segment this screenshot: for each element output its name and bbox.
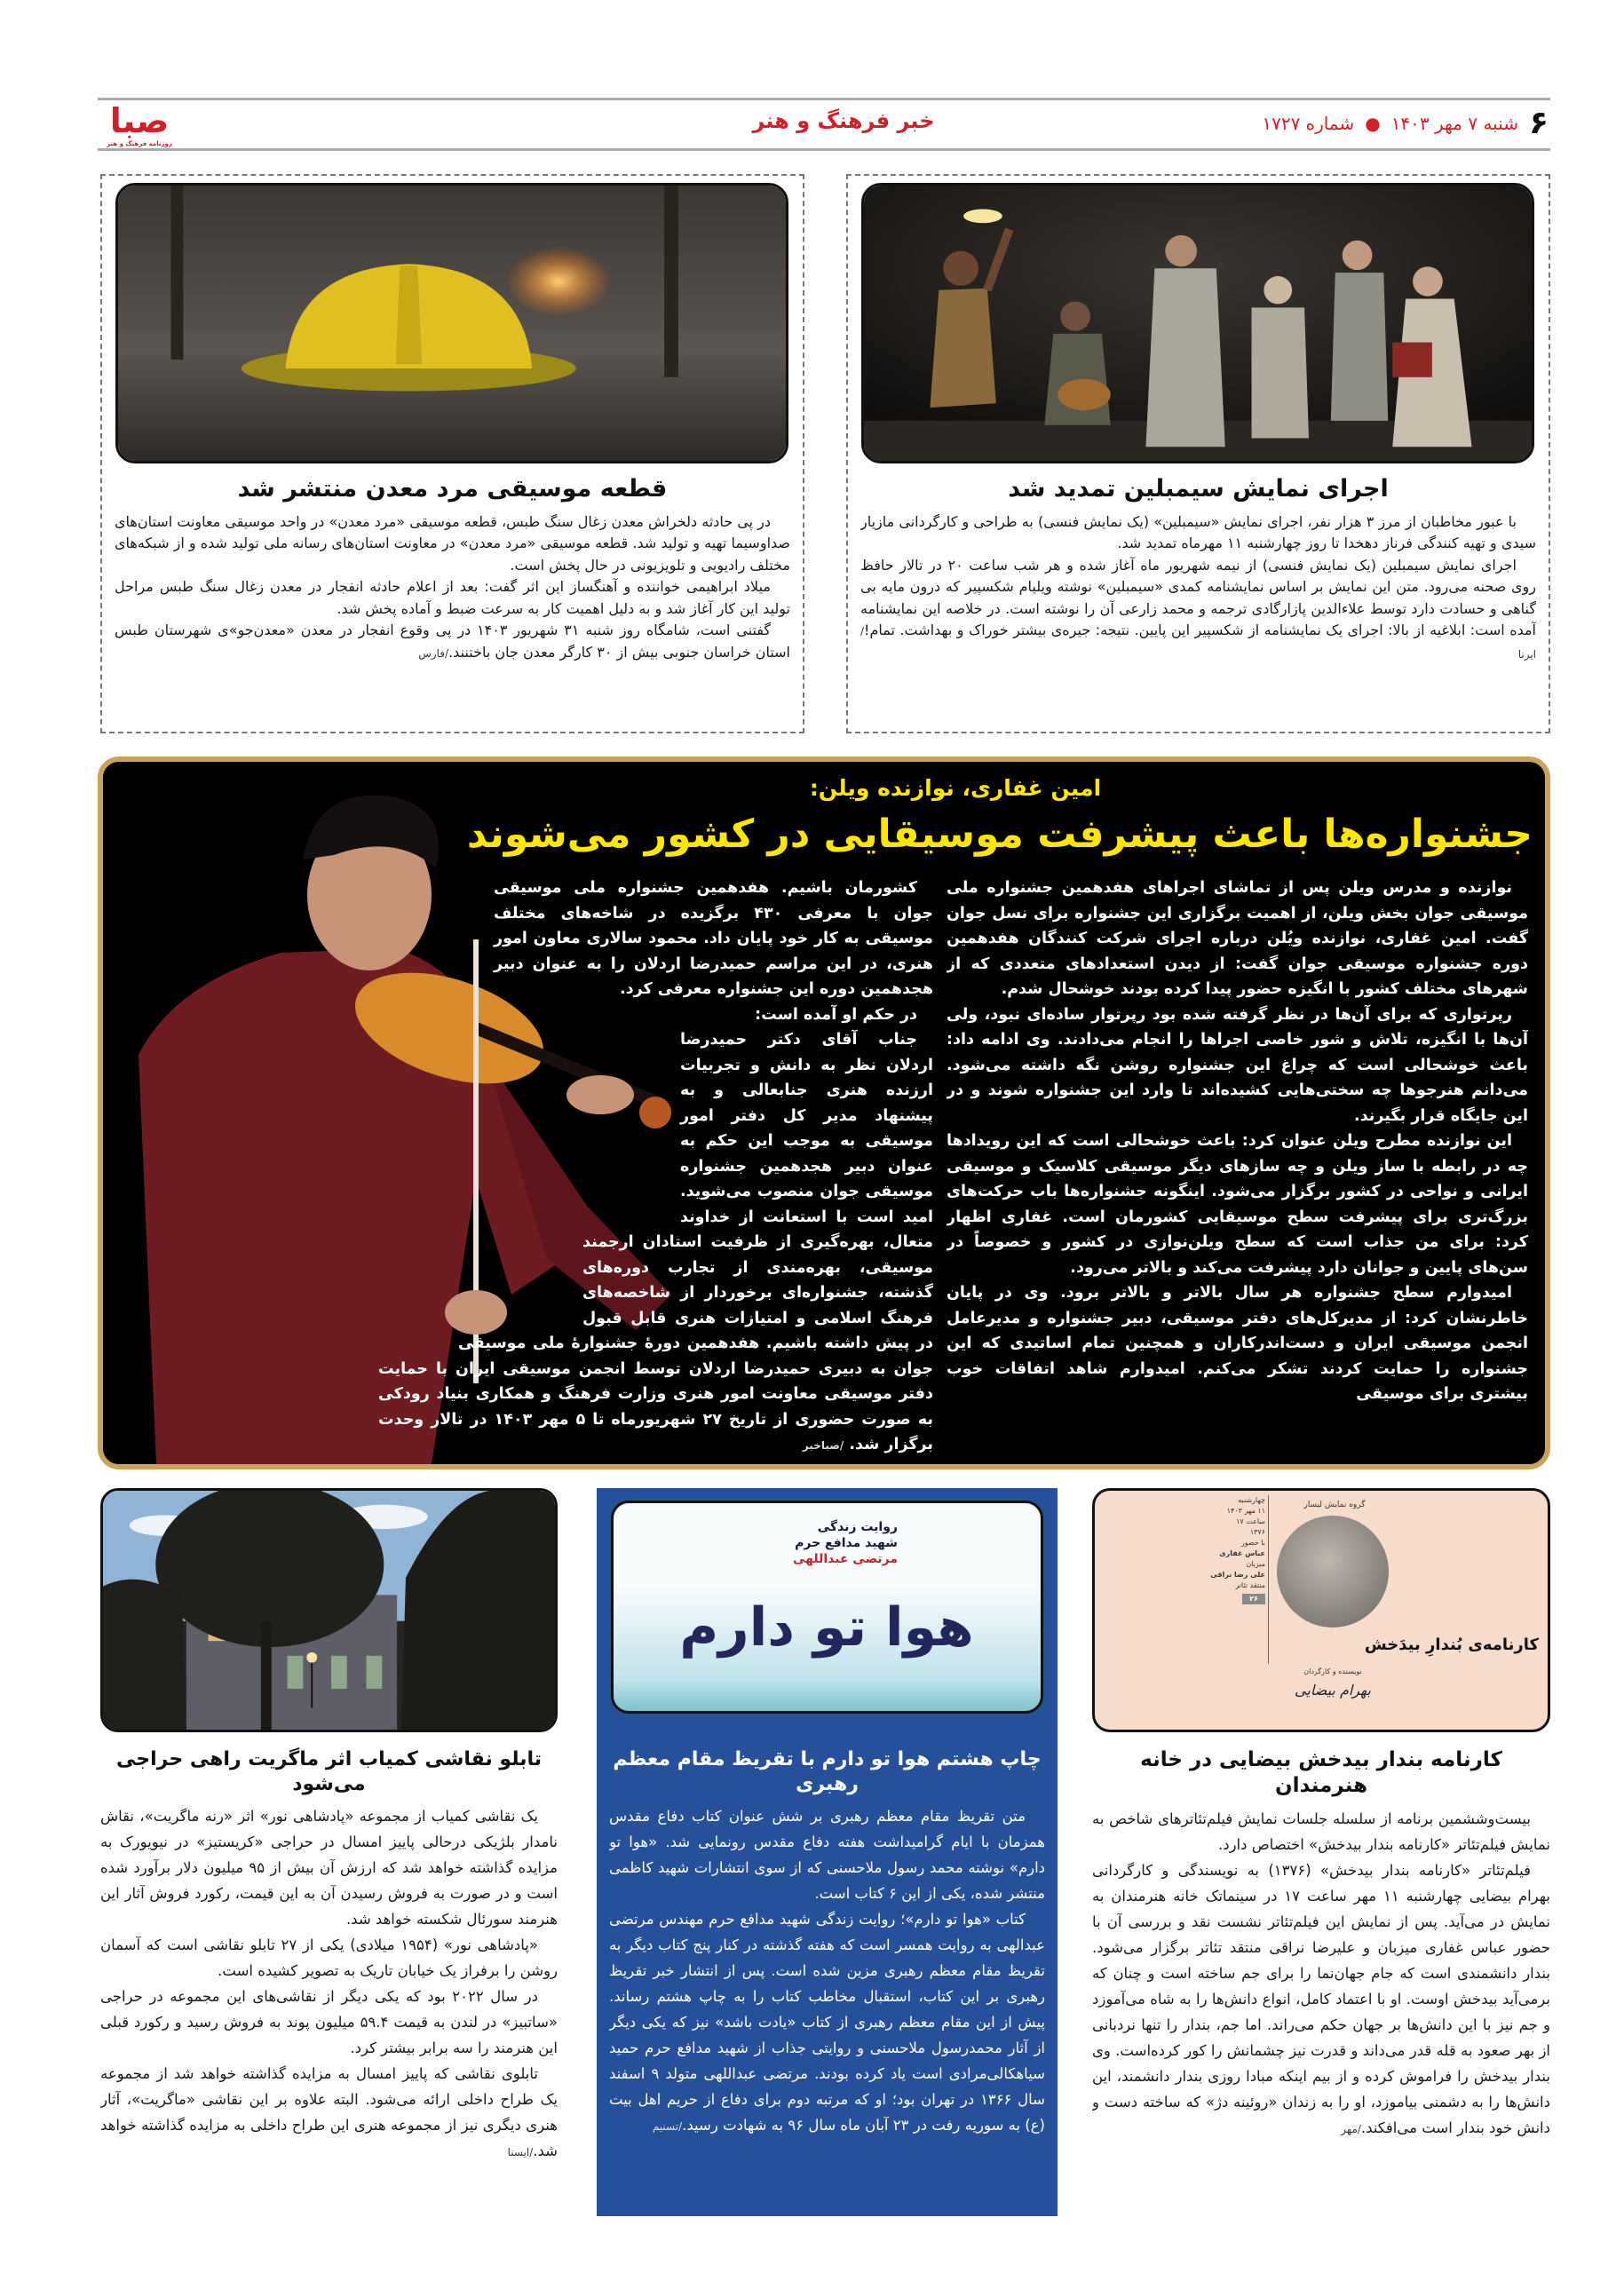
article-body	[100, 1803, 558, 2166]
poster-credit: نویسنده و کارگردان	[1303, 1667, 1362, 1675]
paragraph	[1092, 1857, 1550, 2142]
news-source: /تسنیم	[652, 2120, 683, 2133]
article-bidakhsh	[1092, 1488, 1550, 2216]
paragraph: در سال ۲۰۲۲ بود که یکی دیگر از نقاشی‌های این مجموعه در حراجی «ساتبیز» در لندن به قیمت ۵۹.۴ میلیون پوند به فروش رسید و رکورد قبلی این هنرمند را سه برابر بیشتر کرد.	[100, 1988, 558, 2056]
paragraph-text: کتاب «هوا تو دارم»؛ روایت زندگی شهید مدافع حرم مهندس مرتضی عبدالهی به روایت همسر است که هفته گذشته در کنار پنج کتاب دیگر به تقریظ مقام معظم رهبری مزین شده است. پس از انتشار خبر تقریظ رهبری بر این کتاب، استقبال مخاطب کتاب را به چاپ هشتم رساند. پیش از این مقام معظم رهبری از کتاب «یادت باشد» نیز که یکی دیگر از آثار محمدرسول ملاحسنی و روایتی جذاب از شهید مدافع حرم حمید سیاهکالی‌مرادی است یاد کرده بودند. مرتضی عبداللهی متولد ۹ اسفند سال ۱۳۶۶ در تهران بود؛ او که مرتبه دوم برای دفاع از حریم اهل بیت (ع) به سوریه رفت در ۲۳ آبان ماه سال ۹۶ به شهادت رسید.	[609, 1911, 1045, 2134]
paragraph: کشورمان باشیم. هفدهمین جشنواره ملی موسیقی جوان با معرفی ۴۳۰ برگزیده در شاخه‌های مختلف موسیقی به کار خود پایان داد. محمود سالاری معاون امور هنری، در این مراسم حمیدرضا اردلان را به عنوان دبیر هجدهمین دوره این جشنواره معرفی کرد.	[494, 879, 933, 998]
paragraph	[115, 620, 790, 664]
paragraph: «پادشاهی نور» (۱۹۵۴ میلادی) یکی از ۲۷ تابلو نقاشی است که آسمان روشن را برفراز یک خیابان تاریک به تصویر کشیده است.	[100, 1936, 558, 1979]
paragraph: میلاد ابراهیمی خواننده و آهنگساز این اثر گفت: بعد از اعلام حادثه انفجار در معدن زغال سنگ طبس مراحل تولید این کار آغاز شد و به دلیل اهمیت کار به سرعت ضبط و آماده پخش شد.	[115, 578, 790, 617]
poster-day: چهارشنبه	[1238, 1496, 1265, 1504]
headline: چاپ هشتم هوا تو دارم با تقریظ مقام معظم رهبری	[613, 1748, 1042, 1795]
text-wrap-spacer	[378, 1206, 582, 1312]
feature-headline: جشنواره‌ها باعث پیشرفت موسیقایی در کشور می‌شوند	[466, 812, 1533, 857]
paragraph: بیست‌وششمین برنامه از سلسله جلسات نمایش فیلم‌تئاترهای شاخص به نمایش فیلم‌تئاتر «کارنامه بندار بیدخش» اختصاص دارد.	[1092, 1810, 1550, 1853]
poster-year: ۱۳۷۶	[1249, 1528, 1265, 1536]
paragraph-text: گفتنی است، شامگاه روز شنبه ۳۱ شهریور ۱۴۰۳ در پی وقوع انفجار در معدن «معدن‌جو»ی شهرستان طبس استان خراسان جنوبی بیش از ۳۰ کارگر معدن جان باختنند.	[115, 622, 790, 661]
play-poster	[1092, 1488, 1550, 1732]
paragraph: رپرتواری که برای آن‌ها در نظر گرفته شده بود رپرتوار ساده‌ای نبود، ولی آن‌ها با انگیزه، تلاش و شور خاصی اجراها را انجام می‌دادند. وی ادامه داد: باعث خوشحالی است که چراغ این جشنواره روشن نگه داشته می‌شود. می‌دانم هنرجوها چه سختی‌هایی کشیده‌اند تا وارد این جشنواره شوند و در این جایگاه قرار بگیرند.	[947, 1005, 1528, 1125]
poster-time: ساعت ۱۷	[1236, 1517, 1265, 1525]
article-body	[609, 1803, 1045, 2140]
feature-kicker: امین غفاری، نوازنده ویلن:	[809, 775, 1102, 801]
feature-violinist-interview	[98, 756, 1550, 1469]
page-number: ۶	[1529, 105, 1549, 141]
director-signature: بهرام بیضایی	[1295, 1682, 1371, 1699]
issue-number: شماره ۱۷۲۷	[1262, 112, 1355, 134]
article-magritte	[100, 1488, 558, 2216]
text-wrap-spacer	[378, 1312, 458, 1339]
theatre-photo	[861, 183, 1534, 463]
cover-line: روایت زندگی	[817, 1520, 898, 1534]
headline: تابلو نقاشی کمیاب اثر ماگریت راهی حراجی می‌شود	[116, 1748, 542, 1795]
header-bottom-rule	[98, 148, 1550, 151]
issue-date: شنبه ۷ مهر ۱۴۰۳	[1390, 112, 1519, 134]
poster-number: ۲۶	[1242, 1594, 1265, 1604]
article-hava-to-daram	[597, 1488, 1058, 2216]
newspaper-logo[interactable]	[99, 101, 179, 147]
paragraph: با عبور مخاطبان از مرز ۳ هزار نفر، اجرای نمایش «سیمبلین» (یک نمایش فنسی) به طراحی و کارگردانی مازیار سیدی و تهیه کنندگی فرناز دهخدا تا روز چهارشنبه ۱۱ مهرماه تمدید شد.	[860, 512, 1536, 552]
paragraph: امیدوارم سطح جشنواره هر سال بالاتر و بالاتر برود. وی در پایان خاطرنشان کرد: از مدیرکل‌های دفتر موسیقی، دبیر جشنواره و مدیرعامل انجمن موسیقی ایران و دست‌اندرکاران و همچنین تمام اساتیدی که این جشنواره را حمایت کردند تشکر می‌کنم. امیدوارم شاهد اتفاقات خوب بیشتری برای موسیقی	[947, 1284, 1528, 1403]
article-flow	[609, 1747, 1045, 2209]
text-wrap-spacer	[378, 875, 494, 1028]
article-flow	[100, 1747, 558, 2211]
paragraph-text: فیلم‌تئاتر «کارنامه بندار بیدخش» (۱۳۷۶) به نویسندگی و کارگردانی بهرام بیضایی چهارشنبه ۱۱ مهر ساعت ۱۷ در سینماتک خانه هنرمندان به نمایش در می‌آید. پس از نمایش این فیلم‌تئاتر نشست نقد و بررسی آن با حضور عباس غفاری میزبان و علیرضا نراقی منتقد تئاتر برگزار می‌شود. بندار دانشمندی است که جام جهان‌نما را برای جم ساخته است و چنان که برمی‌آید بیدخش اوست. او با اعتماد کامل، انواع دانش‌ها را به شاه می‌آموزد و جم نیز با این دانش‌ها بر جهان حکم می‌راند. اما جم، بندار را تنها نردبانی از بهر صعود به قله قدر می‌داند و قدرت نیز چشمانش را کور کرده‌است. وی بندار بیدخش را فراموش کرده و از بیم اینکه مبادا روزی بندار دانشمند، این دانش‌ها را به دشمنی بیاموزد، او را به زندان «روئینه دژ» که ساخته دست و دانش خود بندار است می‌افکند.	[1092, 1861, 1550, 2136]
news-source: /ایرنا	[860, 625, 1536, 661]
logo-text: صبا	[109, 101, 170, 140]
poster-with: با حضور	[1240, 1539, 1265, 1547]
paragraph: متن تقریظ مقام معظم رهبری بر شش عنوان کتاب دفاع مقدس همزمان با ایام گرامیداشت هفته دفاع مقدس رونمایی شد. «هوا تو دارم» نوشته محمد رسول ملاحسنی که از سوی انتشارات شهید کاظمی منتشر شده، یکی از این ۶ کتاب است.	[609, 1808, 1045, 1902]
text-wrap-spacer	[378, 1028, 680, 1206]
article-body	[115, 511, 790, 665]
feature-left-column	[378, 875, 933, 1460]
article-cymbeline	[846, 174, 1550, 733]
paragraph-text: اجرای نمایش سیمبلین (یک نمایش فنسی) از نیمه شهریور ماه آغاز شده و هر شب ساعت ۲۰ در تالار حافظ روی صحنه می‌رود. متن این نمایش بر اساس نمایشنامه کمدی «سیمبلین» نوشته ویلیام شکسپیر که درون مایه بی گناهی و حسادت دارد توسط علاءالدین پازارگادی ترجمه و محمد زارعی آن را نوشته است. در خلاصه این نمایشنامه آمده است: ابلاغیه از بالا: اجرای یک نمایشنامه از شکسپیر این پایین. نتیجه: جیره‌ی بیشتر خوراک و بهداشت. تمام!	[860, 556, 1536, 639]
feature-right-column	[947, 875, 1528, 1460]
article-body	[1092, 1806, 1550, 2142]
paragraph: نوازنده و مدرس ویلن پس از تماشای اجراهای هفدهمین جشنواره ملی موسیقی جوان بخش ویلن، از اهمیت برگزاری این جشنواره برای نسل جوان گفت. امین غفاری، نوازنده ویُلن درباره اجرای شرکت کنندگان هفدهمین دوره جشنواره موسیقی جوان گفت: از دیدن استعدادهای متعددی که از شهرهای مختلف کشور با انگیزه حضور پیدا کرده بودند خوشحال شدم.	[947, 879, 1528, 998]
poster-critic: علی رضا نراقی	[1210, 1571, 1265, 1579]
bullet-icon: ●	[1365, 112, 1381, 134]
article-mine-music	[100, 174, 804, 733]
poster-group: گروه نمایش لیسار	[1303, 1501, 1366, 1509]
article-flow	[115, 474, 790, 726]
paragraph: این نوازنده مطرح ویلن عنوان کرد: باعث خوشحالی است که این رویدادها چه در رابطه با ساز ویلن و چه سازهای دیگر موسیقی کلاسیک و موسیقی ایرانی و نواحی در کشور برگزار می‌شود. اینگونه جشنواره‌ها باب حرکت‌های بزرگ‌تری برای پیشرفت سطح موسیقایی کشورمان است. غفاری اظهار کرد: برای من جذاب است که سطح ویلن‌نوازی در کشور و خصوصاً در سن‌های پایین و جوانان دارد پیشرفت می‌کند و بالاتر می‌رود.	[947, 1132, 1528, 1277]
headline: اجرای نمایش سیمبلین تمدید شد	[1008, 475, 1389, 503]
news-source: /ایسنا	[507, 2146, 534, 2158]
cover-subtitle	[747, 1519, 898, 1567]
article-flow	[860, 474, 1536, 726]
poster-host: عباس غفاری	[1219, 1549, 1265, 1557]
news-source: /فارس	[418, 646, 449, 660]
book-cover	[611, 1501, 1043, 1714]
paragraph: در حکم او آمده است:	[755, 1005, 917, 1024]
poster-title: کارنامه‌ی بُندارِ بیدَخش	[1364, 1635, 1539, 1654]
helmet-photo	[115, 183, 788, 463]
headline: قطعه موسیقی مرد معدن منتشر شد	[237, 475, 668, 503]
poster-date: ۱۱ مهر ۱۴۰۳	[1226, 1507, 1265, 1515]
paragraph	[100, 2061, 558, 2166]
logo-tagline: روزنامه فرهنگ و هنر	[107, 140, 172, 147]
coin-image	[1277, 1516, 1389, 1628]
headline: کارنامه بندار بیدخش بیضایی در خانه هنرمندان	[1140, 1748, 1502, 1797]
article-body	[860, 511, 1536, 666]
paragraph: یک نقاشی کمیاب از مجموعه «پادشاهی نور» اثر «رنه ماگریت»، نقاش نامدار بلژیکی درحالی پاییز امسال در حراجی «کریستیز» در نیویورک به مزایده گذاشته خواهد شد که ارزش آن بیش از ۹۵ میلیون دلار برآورد شده است و در صورت به فروش رسیدن آن به این قیمت، رکورد فروش آثار این هنرمند سورئال شکسته خواهد شد.	[100, 1808, 558, 1928]
paragraph	[609, 1906, 1045, 2140]
section-title: خبر فرهنگ و هنر	[752, 108, 935, 133]
dateline	[1262, 105, 1549, 141]
poster-info-strip	[1201, 1495, 1269, 1664]
cover-title: هوا تو دارم	[679, 1596, 974, 1659]
poster-host-role: میزبان	[1246, 1560, 1265, 1568]
news-source: /صباخبر	[802, 1439, 844, 1452]
magritte-painting	[100, 1488, 558, 1732]
cover-line: شهید مدافع حرم	[795, 1536, 898, 1550]
header-top-rule	[98, 98, 1550, 100]
paragraph-text: جناب آقای دکتر حمیدرضا اردلان نظر به دانش و تجربیات ارزنده هنری جنابعالی و به پیشنهاد مدیر کل دفتر امور موسیقی به موجب این حکم به عنوان دبیر هجدهمین جشنواره موسیقی جوان منصوب می‌شوید. امید است با استعانت از خداوند متعال، بهره‌گیری از ظرفیت استادان ارجمند موسیقی، بهره‌مندی از تجارب دوره‌های گذشته، جشنواره‌ای برخوردار از شاخصه‌های فرهنگ اسلامی و امتیازات هنری قابل قبول در پیش داشته باشیم. هفدهمین دورهٔ جشنوارهٔ ملی موسیقی جوان به دبیری حمیدرضا اردلان توسط انجمن موسیقی ایران با حمایت دفتر موسیقی معاونت امور هنری وزارت فرهنگ و همکاری بنیاد رودکی به صورت حضوری از تاریخ ۲۷ شهریورماه تا ۵ مهر ۱۴۰۳ در تالار وحدت برگزار شد.	[378, 1031, 933, 1453]
paragraph: در پی حادثه دلخراش معدن زغال سنگ طبس، قطعه موسیقی «مرد معدن» در واحد موسیقی معاونت استان‌های صداوسیما تهیه و تولید شد. قطعه موسیقی «مرد معدن» در معاونت استان‌های رسانه ملی تولید شده و از شبکه‌های مختلف رادیویی و تلویزیونی در حال پخش است.	[115, 512, 790, 574]
poster-critic-role: منتقد تئاتر	[1235, 1581, 1265, 1589]
news-source: /مهر	[1341, 2122, 1361, 2135]
paragraph-text: تابلوی نقاشی که پاییز امسال به مزایده گذاشته خواهد شد از مجموعه یک طراح داخلی ارائه می‌شود. البته علاوه بر این نقاشی «ماگریت»، آثار هنری دیگری نیز از مجموعه هنری این طراح داخلی به مزایده گذاشته خواهد شد.	[100, 2065, 558, 2159]
paragraph	[860, 555, 1536, 666]
article-flow	[1092, 1747, 1550, 2211]
cover-author: مرتضی عبداللهی	[792, 1552, 898, 1566]
